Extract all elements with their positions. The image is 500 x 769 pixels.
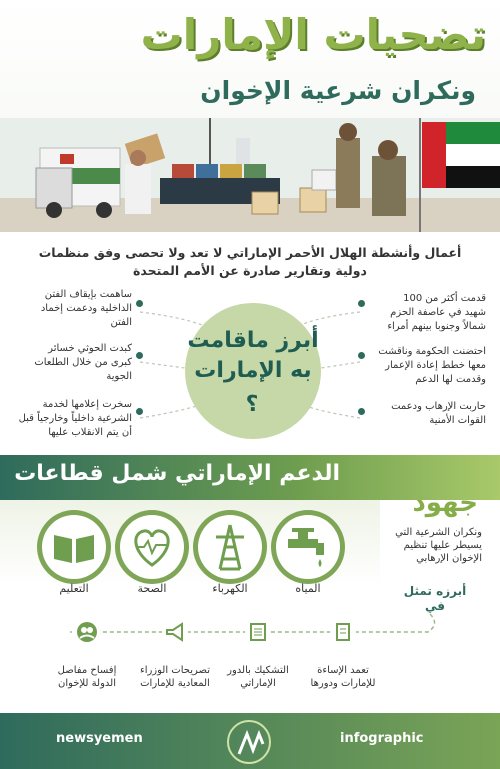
- highlight-label: [213, 664, 303, 690]
- achievement-line: وقدمت لها الدعم: [415, 374, 486, 385]
- highlight-line: المعادية للإمارات: [140, 678, 210, 689]
- achievement-line: شمالاً وجنوبا بينهم أمراء: [387, 321, 486, 332]
- achievement-line: ساهمت بإيقاف الفتن: [44, 289, 132, 300]
- efforts-line: الإخوان الإرهابي: [416, 553, 482, 564]
- highlight-line: تعمد الإساءة: [317, 665, 369, 676]
- highlight-line: إفساح مفاصل: [57, 665, 117, 676]
- document-icon: [330, 619, 356, 645]
- efforts-line: يسيطر عليها تنظيم: [403, 540, 482, 551]
- highlight-line: تصريحات الوزراء: [140, 665, 210, 676]
- highlights-title-line: في: [425, 599, 445, 613]
- achievement-line: الجوية: [106, 371, 132, 382]
- achievement-line: قدمت أكثر من 100: [403, 293, 486, 304]
- highlights-title-line: أبرزه تمثل: [403, 584, 467, 598]
- achievement-line: القوات الأمنية: [429, 415, 486, 426]
- efforts-line: ونكران الشرعية التي: [395, 527, 482, 538]
- footer-label: infographic: [340, 731, 424, 746]
- efforts-title: جهود: [412, 488, 478, 518]
- footer-site-name: newsyemen: [56, 731, 143, 746]
- megaphone-icon: [162, 619, 188, 645]
- sectors-title: الدعم الإماراتي شمل قطاعات: [14, 461, 340, 486]
- achievement-line: حاربت الإرهاب ودعمت: [391, 401, 486, 412]
- achievement-line: الفتن: [110, 317, 132, 328]
- page-title: تضحيات الإمارات: [140, 10, 486, 59]
- center-line-2: به الإمارات: [194, 358, 312, 383]
- highlight-line: للإمارات ودورها: [310, 678, 376, 689]
- highlight-icon: [74, 619, 100, 645]
- page-subtitle: ونكران شرعية الإخوان: [200, 76, 476, 105]
- question-mark: ؟: [245, 392, 259, 417]
- highlight-label: [298, 664, 388, 690]
- achievement-line: الداخلية ودعمت إخماد: [40, 303, 132, 314]
- achievement-line: كبدت الحوثي خسائر: [48, 343, 132, 354]
- highlight-line: الدولة للإخوان: [58, 678, 116, 689]
- highlight-icon: [330, 619, 356, 645]
- intro-line-2: دولية وتقارير صادرة عن الأمم المتحدة: [133, 263, 367, 278]
- highlight-line: الإماراتي: [240, 678, 276, 689]
- achievement-line: شهيد في عاصفة الحزم: [390, 307, 486, 318]
- intro-line-1: أعمال وأنشطة الهلال الأحمر الإماراتي لا تعد ولا تحصى وفق منظمات: [38, 245, 462, 260]
- highlight-label: [42, 664, 132, 690]
- highlight-icon: [245, 619, 271, 645]
- achievement-line: أن يتم الانقلاب عليها: [48, 427, 132, 438]
- group-icon: [74, 619, 100, 645]
- highlight-line: التشكيك بالدور: [227, 665, 289, 676]
- list-icon: [245, 619, 271, 645]
- achievement-line: كبرى من خلال الطلعات: [34, 357, 132, 368]
- sector-label: التعليم: [59, 582, 89, 595]
- achievement-line: الشرعية داخلياً وخارجياً قبل: [18, 413, 132, 424]
- achievement-line: معها خطط إعادة الإعمار: [385, 360, 486, 371]
- center-line-1: أبرز ماقامت: [187, 328, 319, 353]
- logo-icon: [227, 720, 271, 764]
- highlight-icon: [162, 619, 188, 645]
- highlight-label: [130, 664, 220, 690]
- sector-label: الكهرباء: [212, 582, 248, 595]
- sector-label: الصحة: [137, 582, 167, 595]
- achievement-line: سخرت إعلامها لخدمة: [42, 399, 132, 410]
- achievement-line: احتضنت الحكومة وناقشت: [378, 346, 486, 357]
- sector-label: المياه: [295, 582, 321, 595]
